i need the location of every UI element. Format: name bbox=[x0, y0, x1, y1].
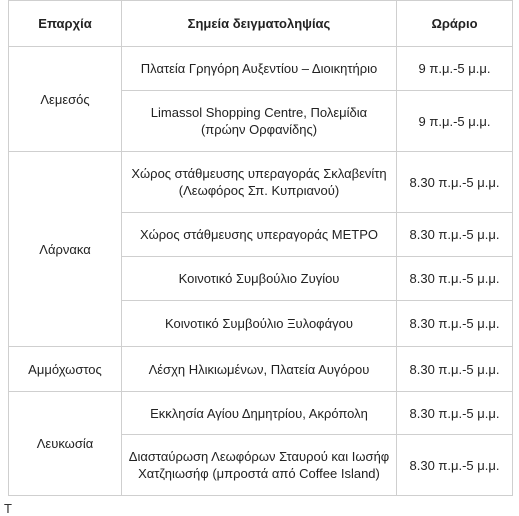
hours-cell: 8.30 π.μ.-5 μ.μ. bbox=[397, 347, 513, 392]
location-cell: Χώρος στάθμευσης υπεραγοράς ΜΕΤΡΟ bbox=[122, 213, 397, 257]
header-row bbox=[9, 1, 513, 47]
sampling-schedule-table bbox=[8, 0, 513, 496]
location-cell: Διασταύρωση Λεωφόρων Σταυρού και Ιωσήφ Χατζηιωσήφ (μπροστά από Coffee Island) bbox=[122, 435, 397, 496]
hours-cell: 8.30 π.μ.-5 μ.μ. bbox=[397, 213, 513, 257]
header-hours: Ωράριο bbox=[397, 1, 513, 47]
district-cell: Λεμεσός bbox=[9, 47, 122, 152]
location-cell: Limassol Shopping Centre, Πολεμίδια (πρώην Ορφανίδης) bbox=[122, 91, 397, 152]
header-district: Επαρχία bbox=[9, 1, 122, 47]
cutoff-text-line: Τ bbox=[4, 502, 12, 516]
location-cell: Πλατεία Γρηγόρη Αυξεντίου – Διοικητήριο bbox=[122, 47, 397, 91]
hours-cell: 8.30 π.μ.-5 μ.μ. bbox=[397, 392, 513, 435]
hours-cell: 8.30 π.μ.-5 μ.μ. bbox=[397, 257, 513, 301]
district-cell: Λευκωσία bbox=[9, 392, 122, 496]
table-row bbox=[9, 347, 513, 392]
location-cell: Κοινοτικό Συμβούλιο Ζυγίου bbox=[122, 257, 397, 301]
location-cell: Χώρος στάθμευσης υπεραγοράς Σκλαβενίτη (Λεωφόρος Σπ. Κυπριανού) bbox=[122, 152, 397, 213]
location-cell: Λέσχη Ηλικιωμένων, Πλατεία Αυγόρου bbox=[122, 347, 397, 392]
location-cell: Εκκλησία Αγίου Δημητρίου, Ακρόπολη bbox=[122, 392, 397, 435]
hours-cell: 9 π.μ.-5 μ.μ. bbox=[397, 47, 513, 91]
hours-cell: 8.30 π.μ.-5 μ.μ. bbox=[397, 435, 513, 496]
hours-cell: 8.30 π.μ.-5 μ.μ. bbox=[397, 301, 513, 347]
district-cell: Λάρνακα bbox=[9, 152, 122, 347]
table-row bbox=[9, 392, 513, 435]
header-sampling-points: Σημεία δειγματοληψίας bbox=[122, 1, 397, 47]
district-cell: Αμμόχωστος bbox=[9, 347, 122, 392]
table-row bbox=[9, 152, 513, 213]
cutoff-paragraph-text bbox=[4, 502, 519, 516]
hours-cell: 9 π.μ.-5 μ.μ. bbox=[397, 91, 513, 152]
location-cell: Κοινοτικό Συμβούλιο Ξυλοφάγου bbox=[122, 301, 397, 347]
table-row bbox=[9, 47, 513, 91]
hours-cell: 8.30 π.μ.-5 μ.μ. bbox=[397, 152, 513, 213]
